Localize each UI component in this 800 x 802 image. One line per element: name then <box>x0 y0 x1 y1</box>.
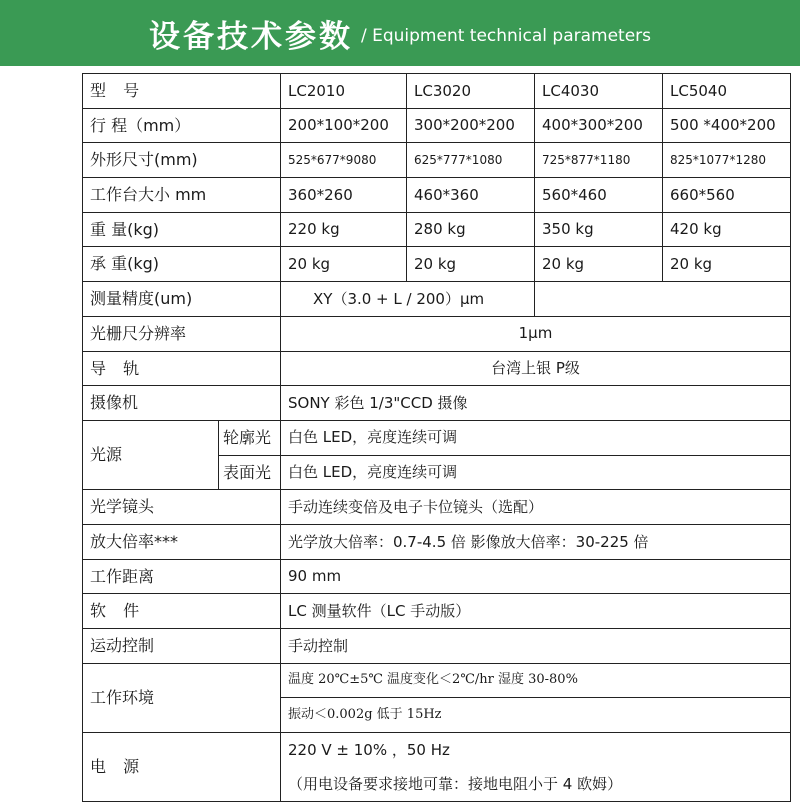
cell-value: 825*1077*1280 <box>663 143 791 178</box>
cell-value: 振动＜0.002g 低于 15Hz <box>281 698 791 733</box>
cell-value: 手动连续变倍及电子卡位镜头（选配） <box>281 490 791 525</box>
cell-value: 20 kg <box>407 247 535 282</box>
cell-value: 20 kg <box>663 247 791 282</box>
table-row <box>83 490 791 525</box>
table-row <box>83 594 791 629</box>
row-label: 运动控制 <box>83 629 281 664</box>
table-row <box>83 74 791 109</box>
table-row <box>83 351 791 386</box>
cell-value: 725*877*1180 <box>535 143 663 178</box>
cell-value: 660*560 <box>663 178 791 213</box>
sub-row-label: 表面光 <box>219 455 281 490</box>
cell-value: 460*360 <box>407 178 535 213</box>
row-label: 工作环境 <box>83 663 281 732</box>
table-row <box>83 247 791 282</box>
cell-value: 220 kg <box>281 212 407 247</box>
table-row <box>83 524 791 559</box>
cell-value: 20 kg <box>535 247 663 282</box>
cell-value: 1μm <box>281 316 791 351</box>
cell-value: 温度 20℃±5℃ 温度变化＜2℃/hr 湿度 30-80% <box>281 663 791 698</box>
row-label: 电 源 <box>83 733 281 802</box>
cell-value: 280 kg <box>407 212 535 247</box>
row-label: 光栅尺分辨率 <box>83 316 281 351</box>
row-label: 承 重(kg) <box>83 247 281 282</box>
row-label: 型 号 <box>83 74 281 109</box>
cell-value: 220 V ± 10% ，50 Hz <box>281 733 791 768</box>
row-label: 光学镜头 <box>83 490 281 525</box>
cell-value: LC2010 <box>281 74 407 109</box>
cell-value: 手动控制 <box>281 629 791 664</box>
table-row <box>83 386 791 421</box>
table-row <box>83 629 791 664</box>
row-label: 工作距离 <box>83 559 281 594</box>
cell-value: LC3020 <box>407 74 535 109</box>
cell-value: 400*300*200 <box>535 108 663 143</box>
cell-value: LC 测量软件（LC 手动版） <box>281 594 791 629</box>
row-label: 重 量(kg) <box>83 212 281 247</box>
table-row <box>83 316 791 351</box>
cell-value: 350 kg <box>535 212 663 247</box>
cell-value: 20 kg <box>281 247 407 282</box>
cell-value: 90 mm <box>281 559 791 594</box>
cell-value: 500 *400*200 <box>663 108 791 143</box>
cell-value: LC5040 <box>663 74 791 109</box>
table-row <box>83 282 791 317</box>
cell-value: 白色 LED，亮度连续可调 <box>281 455 791 490</box>
table-row <box>83 178 791 213</box>
spec-table <box>82 73 791 802</box>
page-subtitle: / Equipment technical parameters <box>360 26 652 46</box>
row-label: 放大倍率*** <box>83 524 281 559</box>
cell-empty <box>535 282 791 317</box>
row-label: 软 件 <box>83 594 281 629</box>
cell-value: 420 kg <box>663 212 791 247</box>
cell-value: 光学放大倍率：0.7-4.5 倍 影像放大倍率：30-225 倍 <box>281 524 791 559</box>
row-label: 导 轨 <box>83 351 281 386</box>
cell-value: LC4030 <box>535 74 663 109</box>
table-row <box>83 108 791 143</box>
table-row <box>83 663 791 698</box>
cell-value: 525*677*9080 <box>281 143 407 178</box>
row-label: 光源 <box>83 420 219 489</box>
row-label: 行 程（mm） <box>83 108 281 143</box>
page-title: 设备技术参数 <box>148 18 353 55</box>
cell-value: 625*777*1080 <box>407 143 535 178</box>
row-label: 摄像机 <box>83 386 281 421</box>
table-row <box>83 212 791 247</box>
cell-value: 台湾上银 P级 <box>281 351 791 386</box>
cell-value: （用电设备要求接地可靠：接地电阻小于 4 欧姆） <box>281 767 791 802</box>
row-label: 工作台大小 mm <box>83 178 281 213</box>
cell-value: SONY 彩色 1/3"CCD 摄像 <box>281 386 791 421</box>
row-label: 测量精度(um) <box>83 282 281 317</box>
table-row <box>83 143 791 178</box>
row-label: 外形尺寸(mm) <box>83 143 281 178</box>
cell-value: 560*460 <box>535 178 663 213</box>
cell-value: 白色 LED，亮度连续可调 <box>281 420 791 455</box>
sub-row-label: 轮廓光 <box>219 420 281 455</box>
page-header <box>0 0 800 66</box>
cell-value: XY（3.0 + L / 200）μm <box>281 282 535 317</box>
cell-value: 300*200*200 <box>407 108 535 143</box>
cell-value: 200*100*200 <box>281 108 407 143</box>
table-row <box>83 559 791 594</box>
cell-value: 360*260 <box>281 178 407 213</box>
table-row <box>83 733 791 768</box>
table-row <box>83 420 791 455</box>
